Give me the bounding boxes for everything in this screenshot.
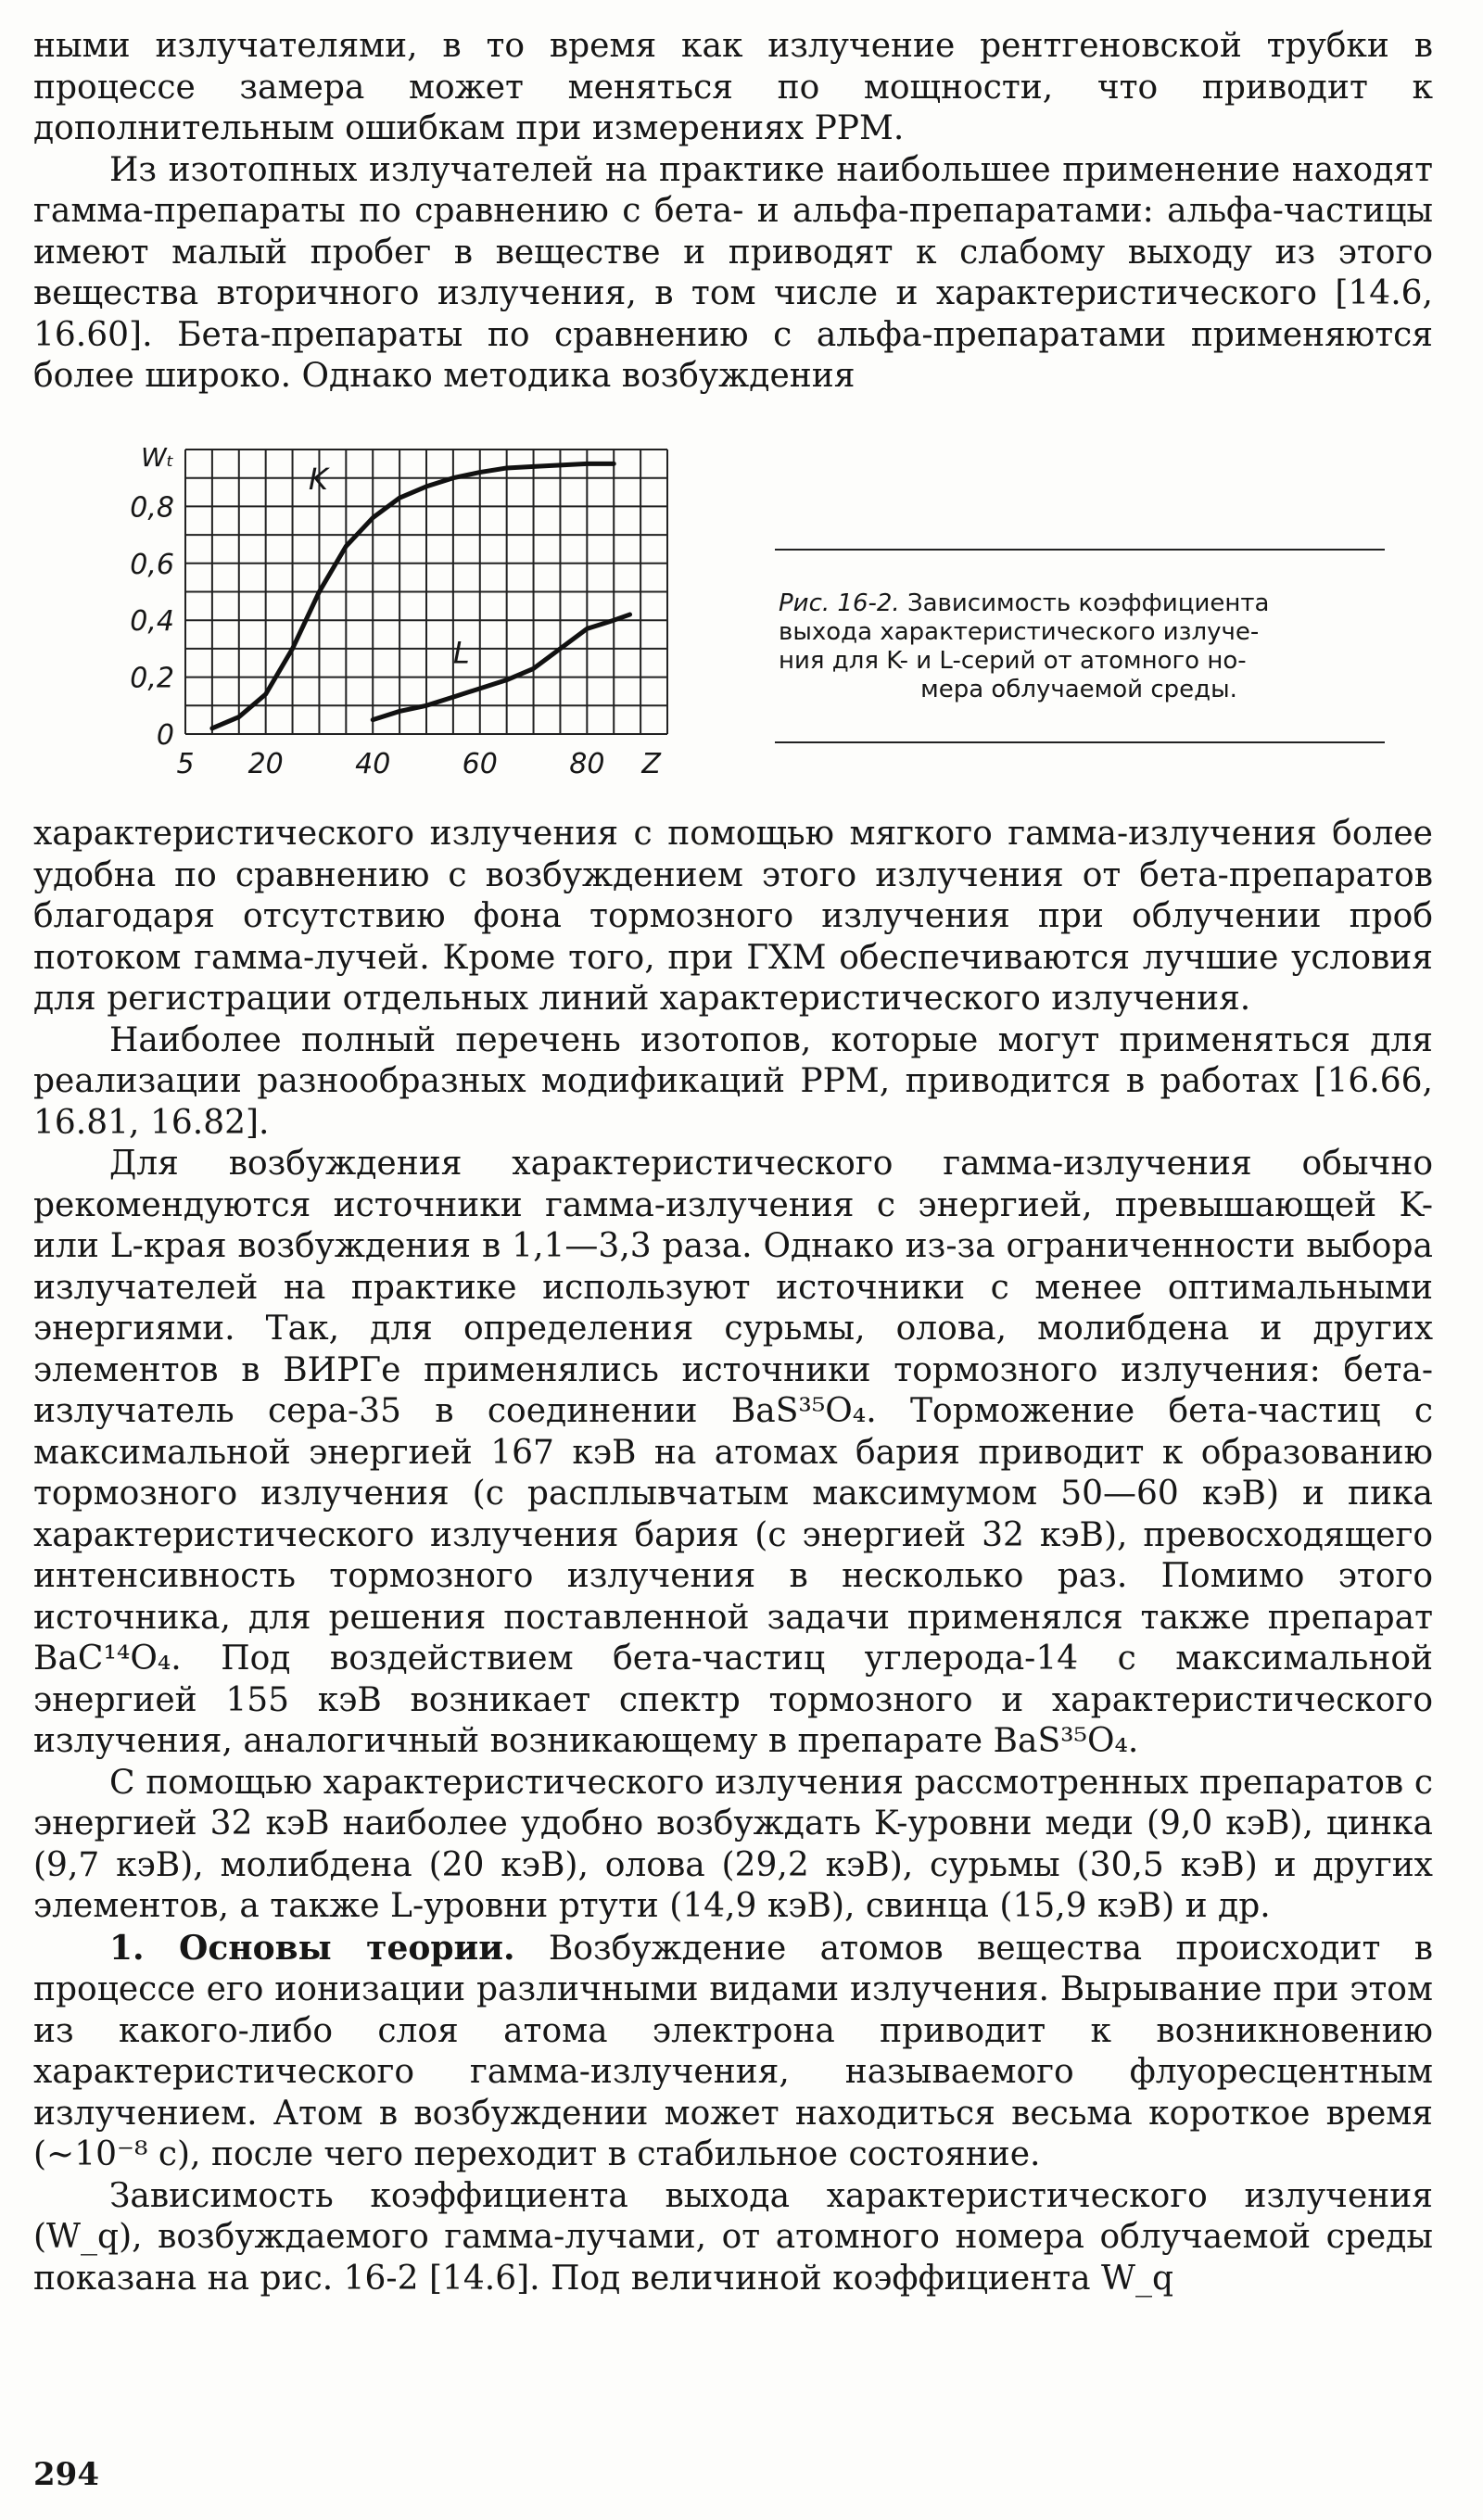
paragraph: С помощью характеристического излучения рассмотренных препаратов с энергией 32 кэВ наиболее удобно возбуждать K-уровни меди (9,0 кэВ), цинка (9,7 кэВ), молибдена (20 кэВ), олова (29,2 кэВ), сурьмы (30,5 кэВ) и других элементов, а также L-уровни ртути (14,9 кэВ), свинца (15,9 кэВ) и др. xyxy=(33,1763,1433,1925)
x-tick-label: 40 xyxy=(355,748,391,780)
page-number: 294 xyxy=(33,2456,99,2493)
y-axis-label: Wₜ xyxy=(141,442,174,473)
paragraph: Из изотопных излучателей на практике наибольшее применение находят гамма-препараты по сравнению с бета- и альфа-препаратами: альфа-частицы имеют малый пробег в веществе и приводят к слабому выходу из этого вещества вторичного излучения, в том числе и характеристического [14.6, 16.60]. Бета-препараты по сравнению с альфа-препаратами применяются более широко. Однако методика возбуждения xyxy=(33,150,1433,395)
paragraph: ными излучателями, в то время как излучение рентгеновской трубки в процессе замера может меняться по мощности, что приводит к дополнительным ошибкам при измерениях РРМ. xyxy=(33,27,1433,147)
caption-line-4: мера облучаемой среды. xyxy=(920,676,1237,703)
x-tick-label: 5 xyxy=(176,748,195,780)
y-tick-label: 0,6 xyxy=(130,548,174,581)
y-tick-label: 0 xyxy=(156,719,174,752)
section-heading: 1. Основы теории. xyxy=(109,1928,515,1968)
series-line-l xyxy=(373,614,629,720)
chart-grid xyxy=(185,450,667,734)
text-block-bottom xyxy=(33,814,1433,2299)
caption-text: Зависимость коэффициента xyxy=(906,589,1270,617)
series-label-l: L xyxy=(452,635,470,671)
figure-caption xyxy=(775,549,1385,743)
paragraph: характеристического излучения с помощью мягкого гамма-излучения более удобна по сравнению с возбуждением этого излучения от бета-препаратов благодаря отсутствию фона тормозного излучения при облучении проб потоком гамма-лучей. Кроме того, при ГХМ обеспечиваются лучшие условия для регистрации отдельных линий характеристического излучения. xyxy=(33,815,1433,1018)
chart-series xyxy=(212,462,630,728)
x-tick-label: 20 xyxy=(247,748,284,780)
series-line-k xyxy=(212,463,614,728)
caption-line-2: выхода характеристического излуче- xyxy=(779,618,1260,646)
chart-ticks xyxy=(130,442,662,780)
y-tick-label: 0,2 xyxy=(130,662,174,695)
caption-line-3: ния для K- и L-серий от атомного но- xyxy=(779,647,1247,675)
figure-label: Рис. 16-2. xyxy=(779,589,900,617)
y-tick-label: 0,8 xyxy=(130,491,174,525)
x-tick-label: Z xyxy=(641,748,661,780)
paragraph-section xyxy=(33,1928,1433,2176)
x-tick-label: 60 xyxy=(462,748,498,780)
paragraph: Для возбуждения характеристического гамма-излучения обычно рекомендуются источники гамма-излучения с энергией, превышающей K- или L-края возбуждения в 1,1—3,3 раза. Однако из-за ограниченности выбора излучателей на практике используют источники с менее оптимальными энергиями. Так, для определения сурьмы, олова, молибдена и других элементов в ВИРГе применялись источники тормозного излучения: бета-излучатель сера-35 в соединении BaS³⁵O₄. Торможение бета-частиц с максимальной энергией 167 кэВ на атомах бария приводит к образованию тормозного излучения (с расплывчатым максимумом 50—60 кэВ) и пика характеристического излучения бария (с энергией 32 кэВ), превосходящего интенсивность тормозного излучения в несколько раз. Помимо этого источника, для решения поставленной задачи применялся также препарат BaC¹⁴O₄. Под воздействием бета-частиц углерода-14 с максимальной энергией 155 кэВ возникает спектр тормозного и характеристического излучения, аналогичный возникающему в препарате BaS³⁵O₄. xyxy=(33,1145,1433,1760)
section-text: Возбуждение атомов вещества происходит в процессе его ионизации различными видами излучения. Вырывание при этом из какого-либо слоя атома электрона приводит к возникновению характеристического гамма-излучения, называемого флуоресцентным излучением. Атом в возбуждении может находиться весьма короткое время (~10⁻⁸ с), после чего переходит в стабильное состояние. xyxy=(33,1929,1433,2173)
paragraph: Наиболее полный перечень изотопов, которые могут применяться для реализации разнообразных модификаций РРМ, приводится в работах [16.66, 16.81, 16.82]. xyxy=(33,1020,1433,1142)
y-tick-label: 0,4 xyxy=(130,605,174,639)
text-block-top xyxy=(33,26,1433,398)
x-tick-label: 80 xyxy=(569,748,605,780)
series-label-k: K xyxy=(308,461,328,497)
paragraph: Зависимость коэффициента выхода характеристического излучения (W_q), возбуждаемого гамма-лучами, от атомного номера облучаемой среды показана на рис. 16-2 [14.6]. Под величиной коэффициента W_q xyxy=(33,2176,1433,2298)
caption-line-1 xyxy=(779,589,1379,618)
